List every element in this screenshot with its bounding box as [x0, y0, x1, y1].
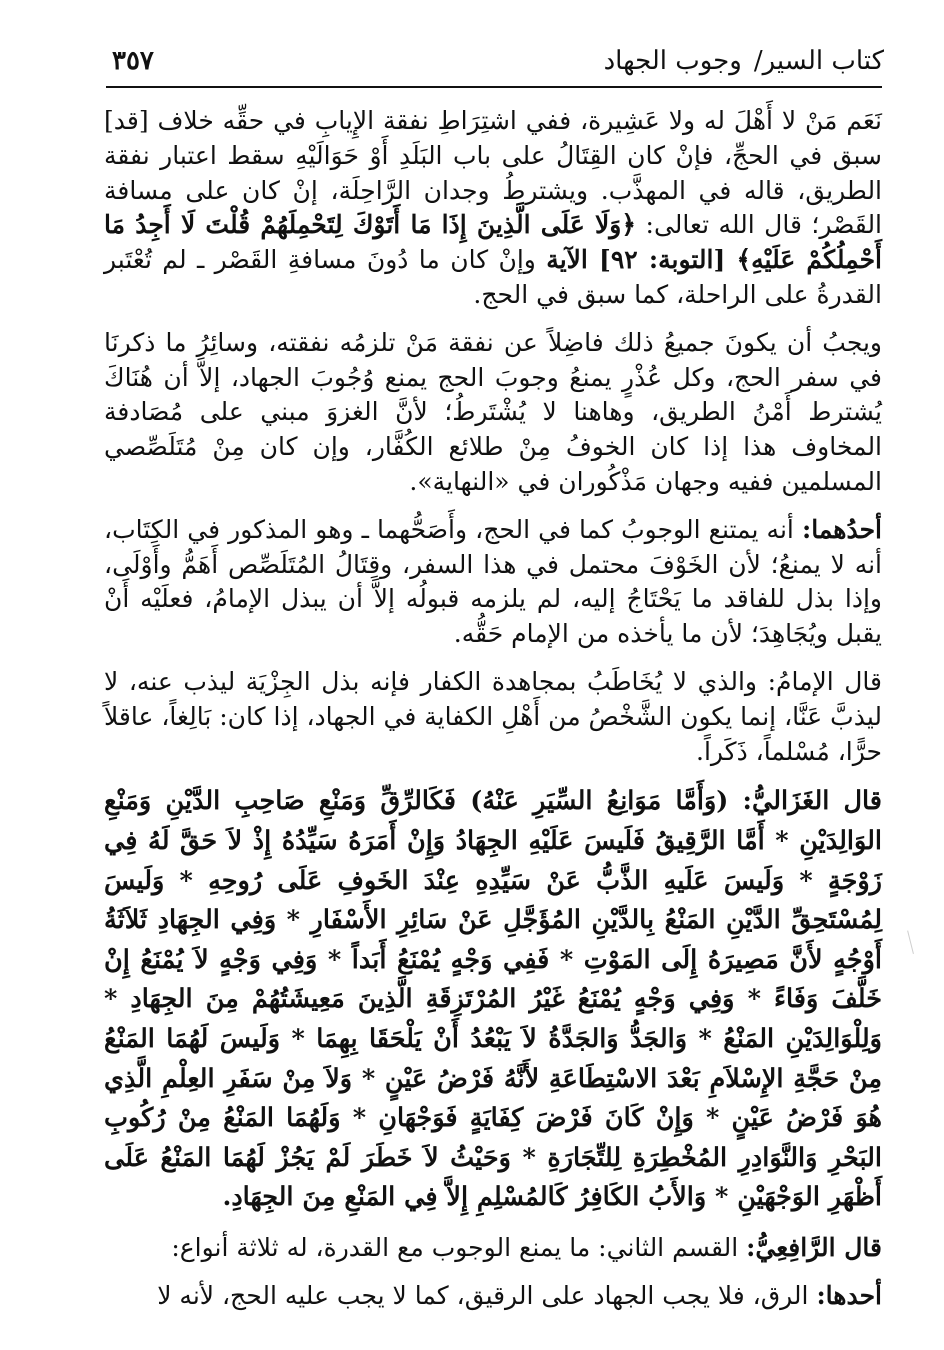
text-line: وَفِي وَجْهٍ لاَ يُمْنَعُ إِنْ خَلَّفَ وَفَاءً * وَفِي وَجْهٍ يُمْنَعُ غَيْرُ المُرْتَزِقَةِ الَّذِينَ مَعِيشَتُهُمْ مِنَ	[104, 944, 882, 1015]
text-line: ويجبُ أن يكونَ جميعُ ذلك فاضِلاً عن نفقة مَنْ تلزمُه نفقته، وسائِرُ ما ذكرنَا في	[104, 327, 882, 392]
text-line: سفر الحج، وكل عُذْرٍ يمنعُ وجوبَ الحج يمنع وُجُوبَ الجهاد، إلاَّ أن هُنَاكَ يُشترط أَمْنُ	[104, 362, 882, 427]
text-line: عَيْنٍ * وَإِنْ كَانَ فَرْضَ كِفَايَةٍ فَوَجْهَانِ * وَلَهُمَا المَنْعُ مِنْ رُكُوبِ البَحْرِ وَالنَّوَادِرِ المُخْطِرَةِ	[104, 1103, 882, 1173]
paragraph-commentary-rafii	[104, 1231, 882, 1266]
text-line: الجِهَادِ * وَلِلْوَالِدَيْنِ المَنْعُ * وَالجَدُّ وَالجَدَّةُ لاَ يَبْعُدُ أَنْ يَلْحَقَا بِهِمَا * وَلَيسَ لَهُمَا المَنْعُ	[104, 984, 882, 1054]
text-line: مِنْ طلائع الكُفَّار، وإن كان مِنْ مُتَلَصِّصي المسلمين ففيه وجهان مَذْكُوران في «النهاية».	[104, 432, 882, 496]
text-line: أنه يمتنع الوجوبُ كما في الحج، وأَصَحُّهما ـ وهو المذكور في	[187, 514, 802, 544]
text-line: سبق في الحجِّ، فإنْ كان القِتَالُ على باب البَلَدِ أَوْ حَوَالَيْهِ سقط اعتبار نفقة الطريق، قاله	[104, 140, 883, 205]
text-line: مِنْ حَجَّةِ الإِسْلاَمِ بَعْدَ الاسْتِطَاعَةِ لأَنَّهُ فَرْضُ عَيْنٍ * وَلاَ مِنْ سَفَرِ العِلْمِ الَّذِي هُوَ فَرْضُ	[104, 1063, 882, 1134]
main-text	[104, 104, 882, 1313]
paragraph-commentary-1	[104, 104, 882, 313]
paragraph-commentary-3	[104, 513, 882, 652]
text-line: نَعَم مَنْ لا أَهْلَ له ولا عَشِيرة، ففي اشتِرَاطِ نفقة الإِيابِ في حقِّه خلاف [قد]	[104, 106, 882, 135]
paragraph-commentary-last	[104, 1279, 882, 1314]
text-line: كَالمُسْلِمِ إِلاَّ فِي المَنْعِ مِنَ الجِهَادِ.	[222, 1182, 568, 1213]
chapter-title: وجوب الجهاد	[603, 46, 742, 76]
text-line: الطريق، وهاهنا لا يُشْتَرطُ؛ لأنَّ الغزوَ مبني على مُصَادفة المخاوف هذا إذا كان الخوفُ	[104, 397, 883, 462]
page-number: ٣٥٧	[112, 46, 154, 76]
text-line: الرق، فلا يجب الجهاد على الرقيق، كما لا يجب عليه الحج، لأنه لا	[157, 1280, 817, 1310]
scan-artifact-mark	[907, 930, 916, 954]
text-line: عَنْ سَيِّدِهِ عِنْدَ الخَوفِ عَلَى رُوحِهِ * وَلَيسَ لِمُسْتَحِقِّ الدَّيْنِ المَنْعُ بِالدَّيْنِ المُؤَجَّلِ عَنْ	[104, 865, 882, 936]
text-line: في المهذَّب. ويشترطُ وجدان الرَّاحِلَة، إنْ كان على مسافة القَصْر؛ قال الله تعالى:	[104, 175, 883, 240]
text-line: ويُجَاهِدَ؛ لأن ما يأخذه من الإمام حَقُّه.	[453, 619, 828, 649]
paragraph-lead-word: أحدها:	[816, 1280, 882, 1310]
paragraph-lead-word: أحدُهما:	[801, 514, 882, 544]
text-line: الكِتَاب، أنه لا يمنعُ؛ لأن الخَوْفَ محتمل في هذا السفر، وقِتَالُ المُتَلَصِّص أَهَمُّ	[104, 514, 882, 579]
paragraph-matn-ghazali	[104, 782, 882, 1218]
text-line: وأَوْلَى، وإذا بذل للفاقد ما يَحْتَاجُ إليه، لم يلزمه قبولُه إلاَّ أن يبذل الإمامُ، فعلَيْه أَنْ يقبل	[104, 549, 882, 649]
text-line: لِلتِّجَارَةِ * وَحَيْثُ لاَ خَطَرَ لَمْ يَجُزْ لَهُمَا المَنْعُ عَلَى أَظْهَرِ الوَجْهَيْنِ * وَالأَبُ الكَافِرُ	[104, 1142, 882, 1213]
text-line: وإنْ كان ما دُونَ مسافةِ القَصْر ـ لم تُعْتَبر القدرةُ على الراحلة، كما سبق في الحج.	[104, 245, 882, 309]
header-rule	[106, 86, 882, 88]
quran-verse-line: ﴿وَلَا عَلَى الَّذِينَ إِذَا مَا أَتَوْكَ لِتَحْمِلَهُمْ قُلْتَ لَا أَجِدُ مَا أَحْمِلُكُمْ عَلَيْهِ﴾ [التوبة: ٩٢] الآية	[104, 210, 882, 275]
text-line: قال الغَزَاليُّ: (وَأَمَّا مَوَانِعُ السِّيَرِ عَنْهُ) فَكَالرِّقِّ وَمَنْعِ صَاحِبِ الدَّيْنِ وَمَنْعِ الوَالِدَيْنِ *	[104, 786, 882, 856]
paragraph-lead-word: قال الرَّافِعِيُّ:	[746, 1232, 882, 1262]
text-line: مُسْلماً، ذَكَراً.	[696, 736, 830, 766]
paragraph-commentary-4	[104, 665, 882, 769]
text-line: ليذبَّ عَنَّا، إنما يكون الشَّخْصُ من أَهْلِ الكفاية في الجهاد، إذا كان: بَالِغاً، عاقلاً حرًّا،	[104, 701, 882, 766]
paragraph-commentary-2	[104, 326, 882, 500]
text-line: القسم الثاني: ما يمنع الوجوب مع القدرة، له ثلاثة أنواع:	[171, 1232, 747, 1262]
text-line: قال الإمامُ: والذي لا يُخَاطَبُ بمجاهدة الكفار فإنه بذل الجِزْيَة ليذب عنه، لا	[104, 666, 882, 696]
running-header	[108, 42, 884, 86]
book-title: كتاب السير/	[753, 46, 884, 76]
text-line: سَائِرِ الأَسْفَارِ * وَفِي الجِهَادِ ثَلاَثَةُ أَوْجُهٍ لأَنَّ مَصِيرَهُ إِلَى المَوْتِ * فَفِي وَجْهٍ يُمْنَعُ أَبَداً *	[104, 905, 882, 975]
text-line: أَمَّا الرَّقِيقُ فَلَيسَ عَلَيْهِ الجِهَادُ وَإِنْ أَمَرَهُ سَيِّدُهُ إِذْ لاَ حَقَّ لَهُ فِي زَوْجَةٍ * وَلَيسَ عَلَيهِ الذَّبُّ	[104, 825, 882, 896]
running-title	[604, 46, 884, 76]
